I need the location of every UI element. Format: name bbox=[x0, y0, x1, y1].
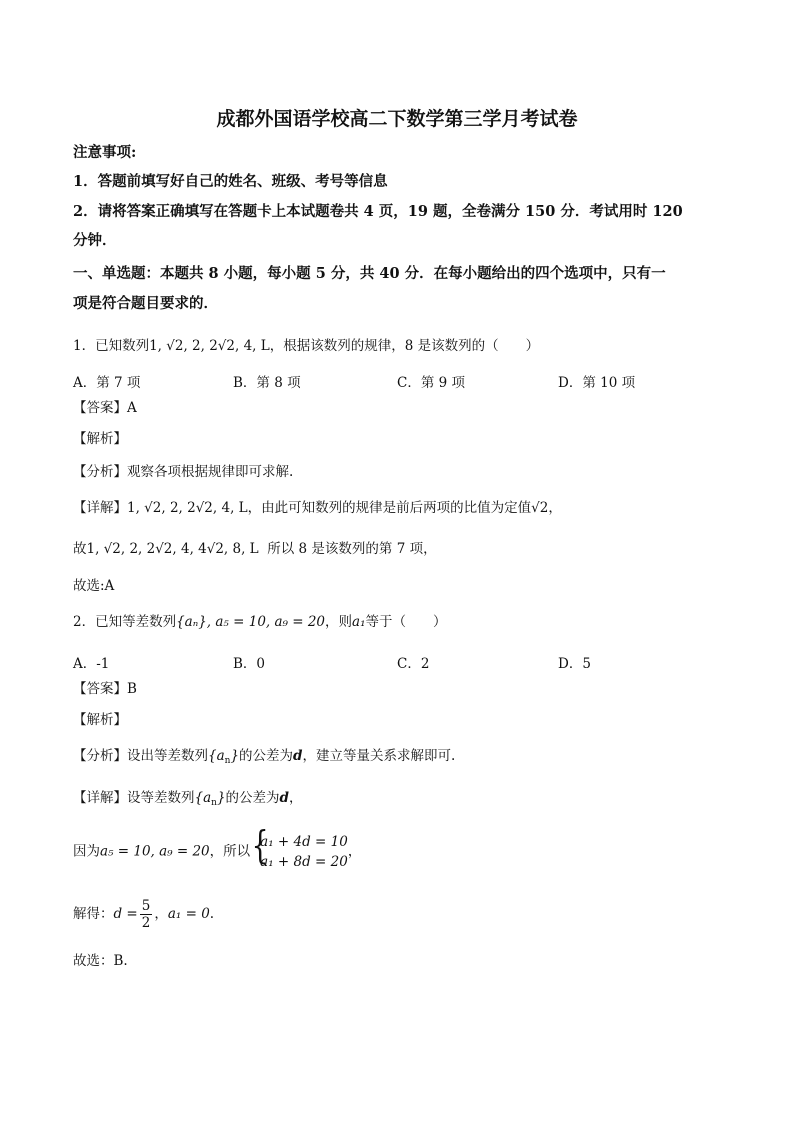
q2-detail-b: 的公差为 bbox=[225, 790, 280, 806]
q2-because-cond: a₅ = 10, a₉ = 20 bbox=[100, 843, 210, 860]
q1-suffix: ，根据该数列的规律，8 是该数列的（ ） bbox=[269, 338, 540, 354]
q2-target: a₁ bbox=[352, 614, 366, 630]
q2-suoyi: ，所以 bbox=[209, 843, 251, 860]
q1-detail-end: ， bbox=[548, 500, 562, 516]
q2-eq2: a₁ + 8d = 20 bbox=[260, 854, 348, 870]
q1-choice-c: C．第 9 项 bbox=[397, 375, 466, 391]
q2-fenxi-b: 的公差为 bbox=[239, 748, 294, 764]
q1-conclusion bbox=[73, 543, 437, 557]
q1-stem bbox=[73, 340, 539, 354]
q2-fenxi: 【分析】设出等差数列$\{a_n\}$的公差为d，建立等量关系求解即可. bbox=[73, 748, 456, 766]
q2-fenxi-a: 【分析】设出等差数列 bbox=[73, 748, 208, 764]
q2-solve-end: . bbox=[209, 906, 215, 922]
q1-choice-d: D．第 10 项 bbox=[558, 375, 636, 391]
q2-equation-system: { a₁ + 4d = 10 a₁ + 8d = 20 bbox=[251, 823, 348, 870]
q2-select: 故选：B. bbox=[73, 953, 128, 969]
q2-fraction bbox=[140, 898, 153, 931]
q1-prefix: 1．已知数列 bbox=[73, 338, 150, 354]
q1-gu-label: 故 bbox=[73, 541, 87, 557]
q1-detail-label: 【详解】 bbox=[73, 500, 127, 516]
page-title: 成都外国语学校高二下数学第三学月考试卷 bbox=[216, 108, 578, 130]
q2-answer: 【答案】B bbox=[73, 681, 137, 697]
q1-answer: 【答案】A bbox=[73, 400, 137, 416]
q2-choice-d: D．5 bbox=[558, 656, 591, 672]
q1-fenxi: 【分析】观察各项根据规律即可求解. bbox=[73, 464, 294, 480]
q2-prefix: 2．已知等差数列 bbox=[73, 614, 177, 630]
q2-because-line bbox=[73, 823, 362, 872]
q1-gu-text: 所以 8 是该数列的第 7 项， bbox=[267, 541, 437, 557]
q2-suffix: ，则 bbox=[325, 614, 353, 630]
q2-suffix2: 等于（ ） bbox=[365, 614, 447, 630]
q1-gu-sequence: 1, √2, 2, 2√2, 4, 4√2, 8, L bbox=[86, 541, 259, 557]
q1-choice-b: B．第 8 项 bbox=[233, 375, 301, 391]
q2-choice-b: B．0 bbox=[233, 656, 266, 672]
q2-detail-a: 【详解】设等差数列 bbox=[73, 790, 195, 806]
q2-choice-c: C．2 bbox=[397, 656, 430, 672]
q2-solve-d: d = bbox=[113, 906, 138, 922]
q2-solve-label: 解得： bbox=[73, 906, 114, 922]
notice-item-2-line1: 2．请将答案正确填写在答题卡上本试题卷共 4 页，19 题，全卷满分 150 分．考试用时 120 bbox=[73, 203, 683, 220]
q2-eq1: a₁ + 4d = 10 bbox=[260, 834, 348, 850]
section-heading-line2: 项是符合题目要求的． bbox=[73, 295, 218, 312]
q2-frac-num: 5 bbox=[141, 898, 151, 914]
q2-analysis-label: 【解析】 bbox=[73, 712, 127, 728]
q2-stem bbox=[73, 616, 447, 630]
notice-heading: 注意事项: bbox=[73, 144, 137, 161]
q2-fenxi-c: ，建立等量关系求解即可. bbox=[302, 748, 456, 764]
q2-detail-c: ， bbox=[288, 790, 303, 806]
q2-solve-a1: a₁ = 0 bbox=[167, 906, 210, 922]
q2-detail: 【详解】设等差数列$\{a_n\}$的公差为d， bbox=[73, 790, 303, 808]
q1-detail-text: ，由此可知数列的规律是前后两项的比值为定值 bbox=[247, 500, 532, 516]
q1-choice-a: A．第 7 项 bbox=[73, 375, 141, 391]
q2-because: 因为 bbox=[73, 843, 100, 860]
notice-item-2-line2: 分钟． bbox=[73, 232, 117, 249]
q2-eq-end: ， bbox=[347, 843, 362, 860]
q2-solve-line bbox=[73, 898, 214, 931]
q2-solve-mid: ， bbox=[154, 906, 168, 922]
q1-detail-sequence: 1, √2, 2, 2√2, 4, L bbox=[127, 500, 248, 516]
q1-analysis-label: 【解析】 bbox=[73, 431, 127, 447]
section-heading-line1: 一、单选题：本题共 8 小题，每小题 5 分，共 40 分．在每小题给出的四个选项中，只有一 bbox=[73, 265, 666, 282]
notice-item-1: 1．答题前填写好自己的姓名、班级、考号等信息 bbox=[73, 173, 388, 190]
q1-detail: 【详解】1, √2, 2, 2√2, 4, L，由此可知数列的规律是前后两项的比值为定值√2， bbox=[73, 500, 562, 516]
q2-choice-a: A．-1 bbox=[73, 656, 110, 672]
q2-frac-den: 2 bbox=[141, 915, 151, 931]
q1-sequence: 1, √2, 2, 2√2, 4, L bbox=[149, 338, 270, 354]
q1-select: 故选:A bbox=[73, 578, 115, 594]
q2-condition: {aₙ}, a₅ = 10, a₉ = 20 bbox=[176, 614, 326, 630]
